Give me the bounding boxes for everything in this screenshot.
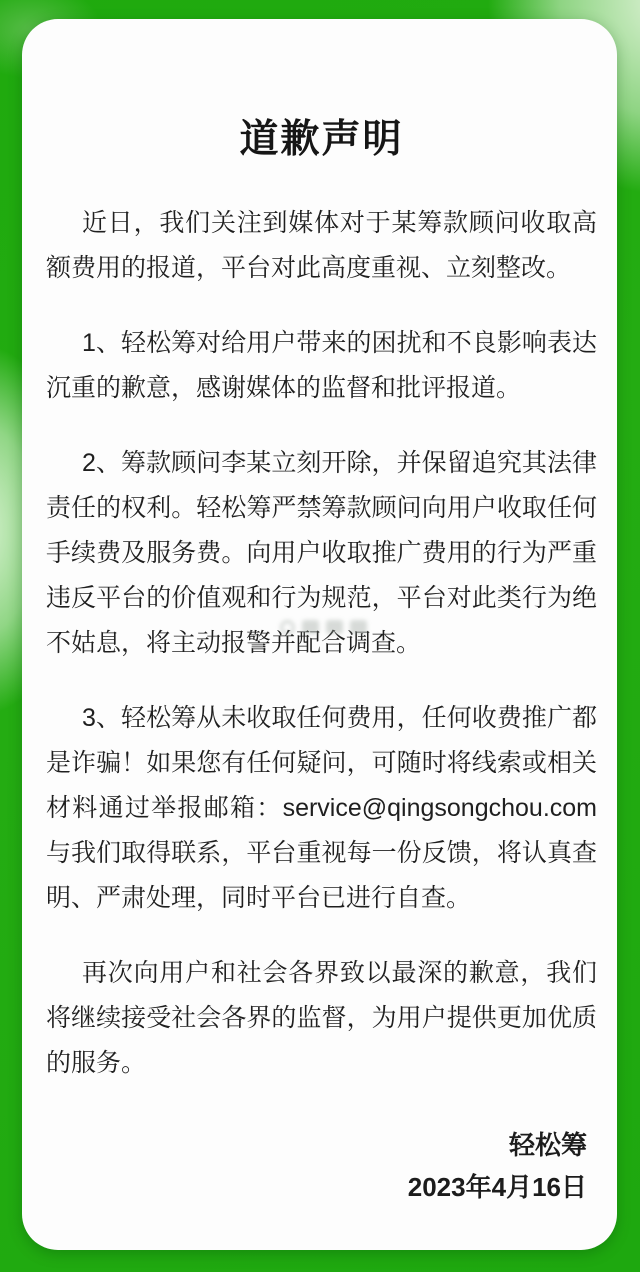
signature-name: 轻松筹 xyxy=(508,1130,587,1160)
statement-paragraph-item1: 1、轻松筹对给用户带来的困扰和不良影响表达沉重的歉意，感谢媒体的监督和批评报道。 xyxy=(46,329,597,402)
statement-paragraph-item2: 2、筹款顾问李某立刻开除，并保留追究其法律责任的权利。轻松筹严禁筹款顾问向用户收取任何手续费及服务费。向用户收取推广费用的行为严重违反平台的价值观和行为规范，平台对此类行为绝不姑息，将主动报警并配合调查。 xyxy=(46,449,597,657)
statement-paragraph-intro: 近日，我们关注到媒体对于某筹款顾问收取高额费用的报道，平台对此高度重视、立刻整改。 xyxy=(46,209,597,282)
statement-title: 道歉声明 xyxy=(239,118,404,161)
statement-content xyxy=(22,19,617,1208)
signature-date: 2023年4月16日 xyxy=(407,1172,587,1202)
statement-card xyxy=(22,19,617,1250)
statement-paragraph-item3: 3、轻松筹从未收取任何费用，任何收费推广都是诈骗！如果您有任何疑问，可随时将线索或相关材料通过举报邮箱：service@qingsongchou.com 与我们取得联系，平台重视每一份反馈，将认真查明、严肃处理，同时平台已进行自查。 xyxy=(46,704,597,912)
signature-block xyxy=(46,1124,597,1208)
statement-paragraph-closing: 再次向用户和社会各界致以最深的歉意，我们将继续接受社会各界的监督，为用户提供更加优质的服务。 xyxy=(46,959,597,1077)
